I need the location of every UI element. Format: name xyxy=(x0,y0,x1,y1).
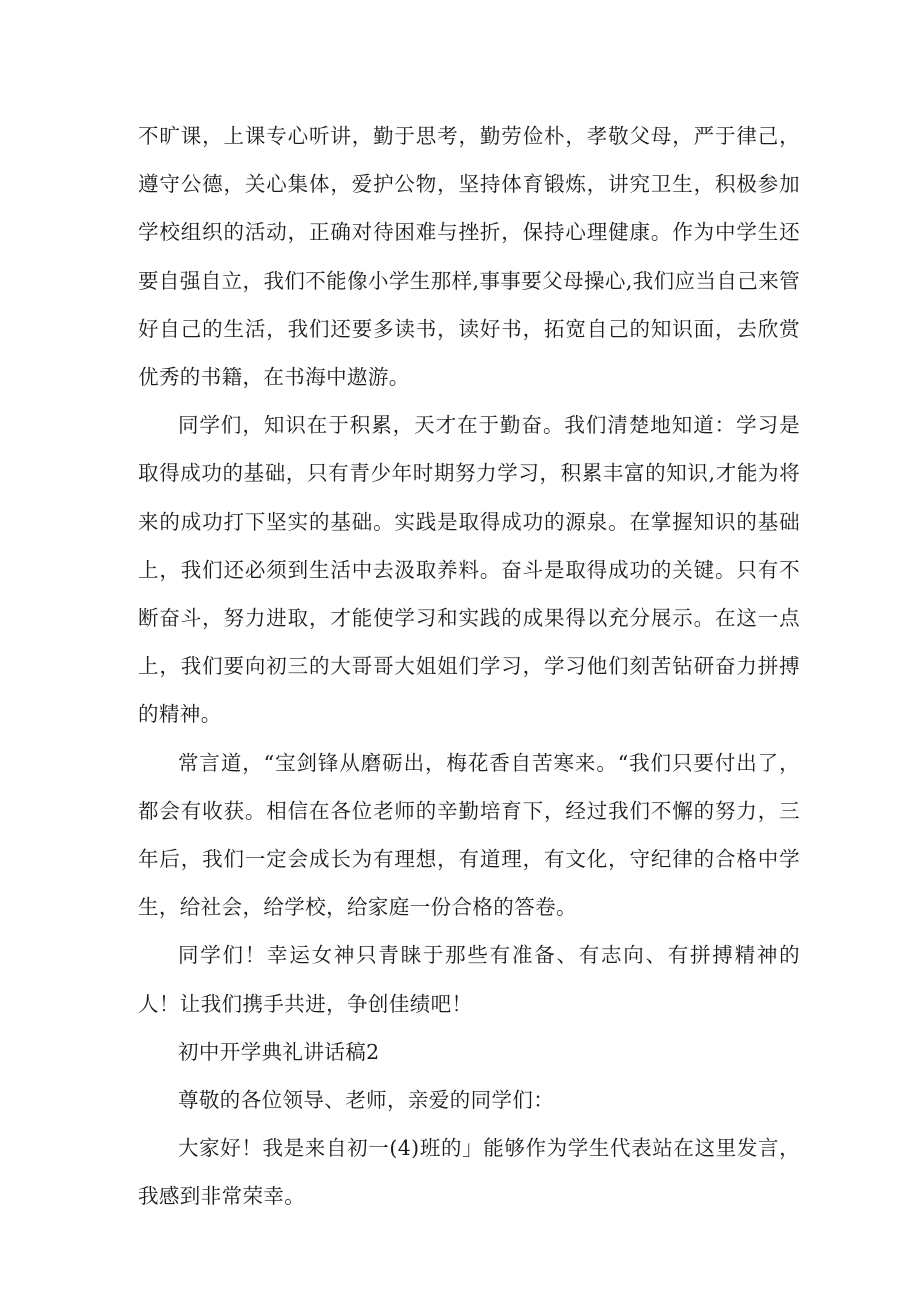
section-title: 初中开学典礼讲话稿2 xyxy=(178,1039,380,1064)
salutation: 尊敬的各位领导、老师，亲爱的同学们： xyxy=(178,1088,555,1113)
paragraph-2: 同学们，知识在于积累，天才在于勤奋。我们清楚地知道：学习是取得成功的基础，只有青少年时期努力学习，积累丰富的知识,才能为将来的成功打下坚实的基础。实践是取得成功的源泉。在掌握知识的基础上，我们还必须到生活中去汲取养料。奋斗是取得成功的关键。只有不断奋斗，努力进取，才能使学习和实践的成果得以充分展示。在这一点上，我们要向初三的大哥哥大姐姐们学习，学习他们刻苦钻研奋力拼搏的精神。 xyxy=(138,413,800,727)
paragraph-1: 不旷课，上课专心听讲，勤于思考，勤劳俭朴，孝敬父母，严于律己，遵守公德，关心集体，爱护公物，坚持体育锻炼，讲究卫生，积极参加学校组织的活动，正确对待困难与挫折，保持心理健康。作为中学生还要自强自立，我们不能像小学生那样,事事要父母操心,我们应当自己来管好自己的生活，我们还要多读书，读好书，拓宽自己的知识面，去欣赏优秀的书籍，在书海中遨游。 xyxy=(138,124,800,390)
paragraph-3: 常言道，“宝剑锋从磨砺出，梅花香自苦寒来。“我们只要付出了，都会有收获。相信在各位老师的辛勤培育下，经过我们不懈的努力，三年后，我们一定会成长为有理想，有道理，有文化，守纪律的合格中学生，给社会，给学校，给家庭一份合格的答卷。 xyxy=(138,750,800,920)
document-page xyxy=(138,112,800,1221)
paragraph-4: 同学们！幸运女神只青睐于那些有准备、有志向、有拼搏精神的人！让我们携手共进，争创佳绩吧！ xyxy=(138,943,800,1016)
paragraph-7: 大家好！我是来自初一(4)班的」能够作为学生代表站在这里发言，我感到非常荣幸。 xyxy=(138,1136,800,1209)
